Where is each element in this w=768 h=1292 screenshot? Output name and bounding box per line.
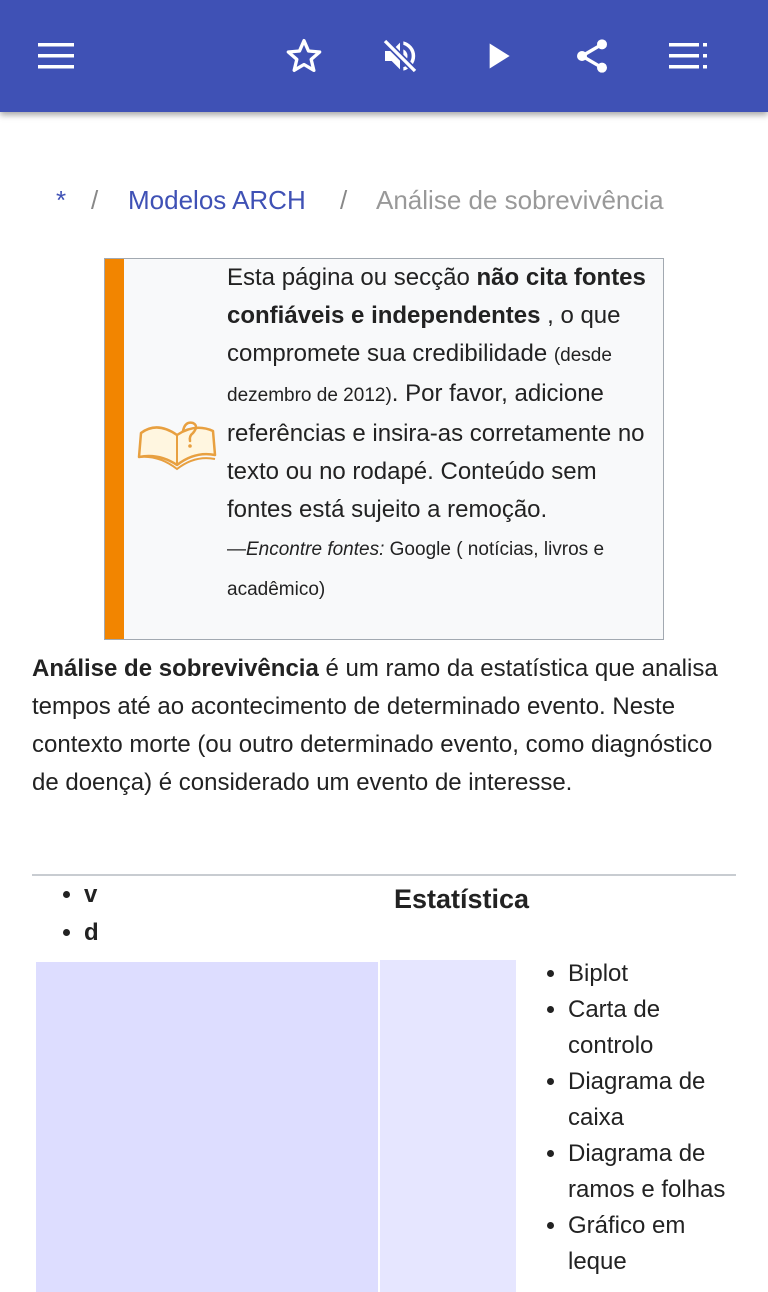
navbox-discuss-link[interactable]: • d xyxy=(84,914,99,952)
navbox-item[interactable]: • Biplot xyxy=(568,956,738,992)
navbox-group-cell xyxy=(36,962,378,1292)
citation-notice-box xyxy=(104,258,664,640)
article-subject: Análise de sobrevivência xyxy=(32,655,319,682)
mute-button[interactable] xyxy=(372,28,428,84)
share-icon xyxy=(572,36,612,76)
play-button[interactable] xyxy=(470,28,526,84)
notice-date: (desde dezembro de 2012) xyxy=(227,345,612,406)
notice-text-part: , o que compromete sua credibilidade xyxy=(227,302,621,367)
statistics-navbox xyxy=(32,874,736,1275)
notice-text-part: Esta página ou secção xyxy=(227,264,477,291)
dash: — xyxy=(227,539,246,560)
playlist-icon xyxy=(669,43,707,69)
book-question-icon xyxy=(137,411,217,475)
menu-icon xyxy=(38,43,74,69)
breadcrumb-home-link[interactable]: * xyxy=(56,185,67,215)
breadcrumb xyxy=(0,180,768,220)
notice-bold-text: não cita fontes confiáveis e independentes xyxy=(227,264,646,329)
breadcrumb-separator: / xyxy=(340,185,348,215)
find-sources-links[interactable]: Google ( notícias, livros e acadêmico) xyxy=(227,539,605,600)
app-toolbar xyxy=(0,0,768,112)
navbox-item[interactable]: • Diagrama de ramos e folhas xyxy=(568,1136,738,1208)
intro-text: é um ramo da estatística que analisa tempos até ao acontecimento de determinado evento. Neste contexto morte (ou outro determinado evento, como diagnóstico de doença) é considerado um evento de interesse. xyxy=(32,655,718,796)
navbox-title: Estatística xyxy=(394,884,530,914)
notice-text xyxy=(227,259,657,609)
favorite-button[interactable] xyxy=(276,28,332,84)
star-icon xyxy=(284,36,324,76)
breadcrumb-parent-link[interactable]: Modelos ARCH xyxy=(128,185,306,215)
find-sources-line xyxy=(227,539,604,600)
share-button[interactable] xyxy=(564,28,620,84)
navbox-vd-links xyxy=(32,876,99,952)
article-intro-paragraph xyxy=(32,650,742,802)
play-icon xyxy=(478,36,518,76)
contents-button[interactable] xyxy=(660,28,716,84)
navbox-item[interactable]: • Diagrama de caixa xyxy=(568,1064,738,1136)
navbox-item[interactable]: • Gráfico em leque xyxy=(568,1208,738,1280)
breadcrumb-current: Análise de sobrevivência xyxy=(376,185,664,215)
navbox-view-link[interactable]: • v xyxy=(84,876,99,914)
navbox-subgroup-cell xyxy=(380,960,516,1292)
breadcrumb-separator: / xyxy=(91,185,99,215)
notice-accent-bar xyxy=(105,259,124,639)
navbox-item-list xyxy=(540,956,738,1280)
find-sources-label: Encontre fontes: xyxy=(246,539,385,560)
navbox-item[interactable]: • Carta de controlo xyxy=(568,992,738,1064)
volume-off-icon xyxy=(380,36,420,76)
notice-text-part: . Por favor, adicione referências e insira-as corretamente no texto ou no rodapé. Conteúdo sem fontes está sujeito a remoção. xyxy=(227,380,645,523)
menu-button[interactable] xyxy=(28,28,84,84)
